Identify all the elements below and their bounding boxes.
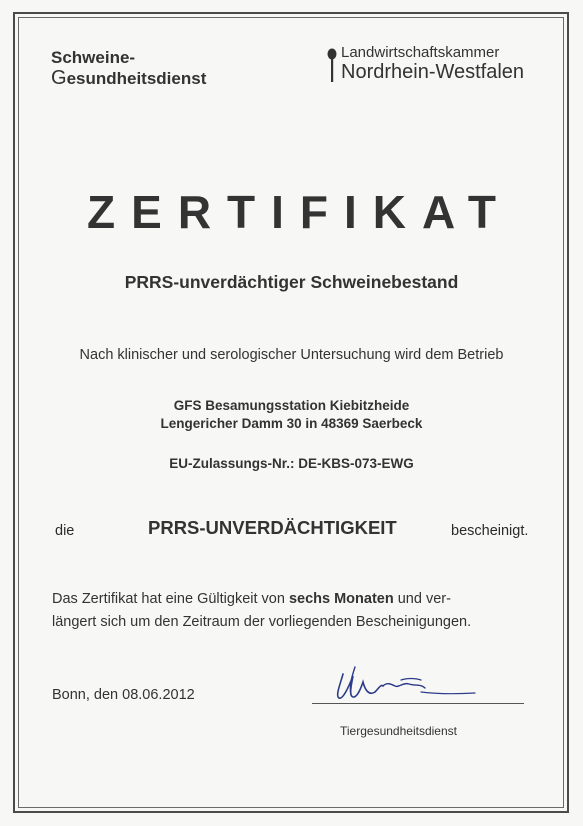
logo-initial: G [51, 67, 67, 89]
schweinegesundheitsdienst-logo [51, 47, 206, 89]
logo-line-1: Schweine- [51, 48, 136, 67]
certificate-title: ZERTIFIKAT [87, 186, 512, 238]
farm-name: GFS Besamungsstation Kiebitzheide [173, 398, 410, 413]
intro-text: Nach klinischer und serologischer Untersuchung wird dem Betrieb [79, 347, 504, 363]
die-text: die [55, 523, 75, 539]
registration-number: EU-Zulassungs-Nr.: DE-KBS-073-EWG [169, 456, 414, 471]
signature-line [312, 703, 524, 704]
signature-icon [325, 662, 485, 704]
validity-line-2: längert sich um den Zeitraum der vorliegenden Bescheinigungen. [52, 614, 472, 630]
certified-text: bescheinigt. [451, 523, 529, 539]
validity-line-1 [52, 591, 451, 607]
lwk-line-1: Landwirtschaftskammer [341, 44, 500, 61]
lwk-emblem-icon [327, 46, 339, 84]
farm-address: Lengericher Damm 30 in 48369 Saerbeck [160, 416, 423, 431]
signatory-label: Tiergesundheitsdienst [340, 724, 457, 738]
logo-line-2 [51, 68, 206, 89]
logo-line-2-rest: esundheitsdienst [66, 69, 207, 88]
validity-part-b: und ver- [393, 591, 451, 607]
place-date: Bonn, den 08.06.2012 [52, 687, 195, 703]
validity-part-a: Das Zertifikat hat eine Gültigkeit von [52, 591, 289, 607]
certified-status: PRRS-UNVERDÄCHTIGKEIT [148, 517, 397, 538]
validity-duration: sechs Monaten [288, 591, 394, 607]
certificate-subtitle: PRRS-unverdächtiger Schweinebestand [124, 272, 459, 292]
lwk-line-2: Nordrhein-Westfalen [341, 61, 525, 83]
